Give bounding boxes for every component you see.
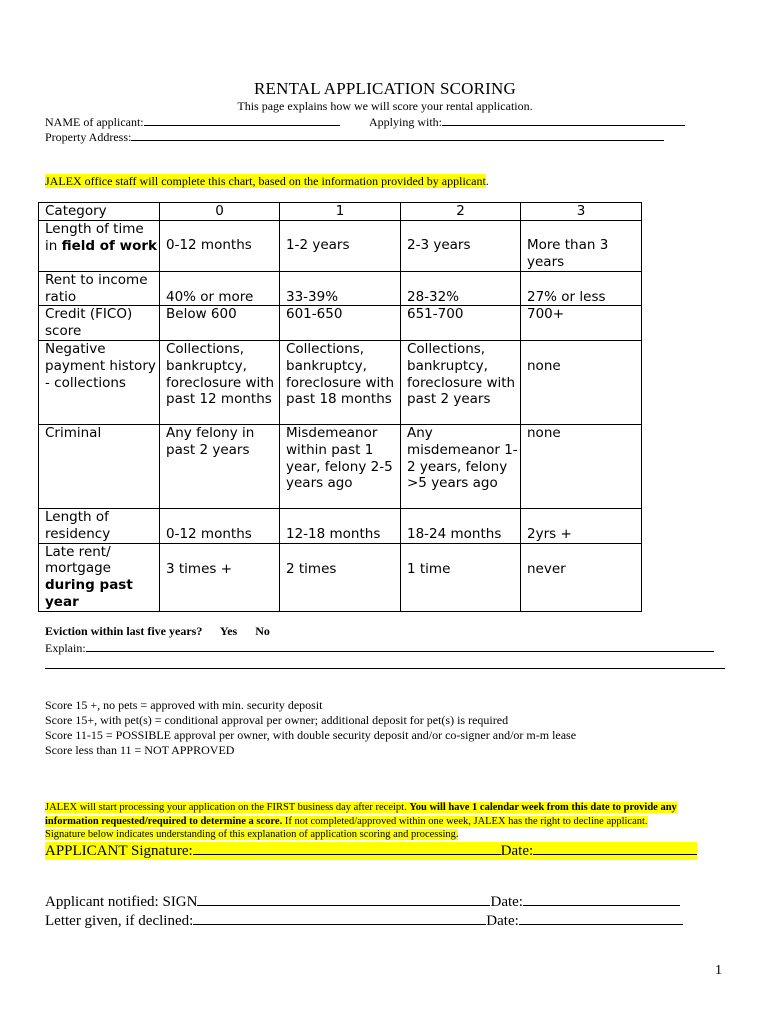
notified-sign-field[interactable] bbox=[197, 893, 490, 906]
table-row bbox=[39, 340, 642, 424]
table-row bbox=[39, 306, 642, 341]
table-cell: 601-650 bbox=[280, 306, 401, 341]
table-cell: 2 times bbox=[280, 543, 401, 611]
applying-label: Applying with: bbox=[369, 115, 443, 129]
table-cell: 40% or more bbox=[160, 271, 280, 306]
notice-text: JALEX will start processing your application on the FIRST business day after receipt. bbox=[45, 802, 410, 813]
processing-notice bbox=[45, 801, 725, 842]
score-line: Score 11-15 = POSSIBLE approval per owner, with double security deposit and/or co-signer and/or m-m lease bbox=[45, 728, 577, 742]
applying-field[interactable] bbox=[442, 115, 685, 126]
notified-date-label: Date: bbox=[490, 894, 523, 910]
table-cell: 12-18 months bbox=[280, 508, 401, 543]
notice-line-3: Signature below indicates understanding of this explanation of application scoring and processing. bbox=[45, 829, 459, 840]
applicant-date-label: Date: bbox=[500, 843, 534, 859]
table-cell: 2yrs + bbox=[521, 508, 642, 543]
eviction-yes[interactable]: Yes bbox=[219, 624, 238, 638]
table-cell: 651-700 bbox=[401, 306, 521, 341]
staff-note: JALEX office staff will complete this chart, based on the information provided by applicant. bbox=[45, 174, 489, 188]
applicant-signature-row bbox=[45, 842, 697, 860]
address-label: Property Address: bbox=[45, 130, 132, 144]
category-cell: Length of residency bbox=[39, 508, 160, 543]
letter-label: Letter given, if declined: bbox=[45, 913, 194, 929]
table-cell: Any misdemeanor 1-2 years, felony >5 years ago bbox=[401, 424, 521, 508]
category-cell: Credit (FICO) score bbox=[39, 306, 160, 341]
header-score-0: 0 bbox=[160, 203, 280, 221]
notified-date-field[interactable] bbox=[523, 893, 680, 906]
page-subtitle: This page explains how we will score your rental application. bbox=[237, 99, 533, 113]
category-cell: Criminal bbox=[39, 424, 160, 508]
score-line: Score 15+, with pet(s) = conditional approval per owner; additional deposit for pet(s) is required bbox=[45, 713, 509, 727]
notice-bold: You will have 1 calendar week from this date to provide any information requested/required to determine a score. bbox=[45, 802, 677, 827]
explain-field-line-2[interactable] bbox=[45, 668, 725, 669]
scoring-table bbox=[38, 202, 642, 612]
table-cell: 700+ bbox=[521, 306, 642, 341]
category-cell: Length of time in field of work bbox=[39, 220, 160, 271]
table-cell: More than 3 years bbox=[521, 220, 642, 271]
table-cell: never bbox=[521, 543, 642, 611]
letter-row bbox=[45, 912, 683, 930]
table-cell: 18-24 months bbox=[401, 508, 521, 543]
table-cell: Collections, bankruptcy, foreclosure with past 12 months bbox=[160, 340, 280, 424]
table-cell: none bbox=[521, 340, 642, 424]
category-cell: Rent to income ratio bbox=[39, 271, 160, 306]
table-row bbox=[39, 424, 642, 508]
notified-row bbox=[45, 893, 680, 911]
category-cell: Negative payment history - collections bbox=[39, 340, 160, 424]
score-line: Score 15 +, no pets = approved with min. security deposit bbox=[45, 698, 323, 712]
name-label: NAME of applicant: bbox=[45, 115, 144, 129]
score-line: Score less than 11 = NOT APPROVED bbox=[45, 743, 235, 757]
applicant-signature-field[interactable] bbox=[193, 842, 501, 855]
eviction-question-row bbox=[45, 624, 270, 639]
table-cell: 1 time bbox=[401, 543, 521, 611]
explain-label: Explain: bbox=[45, 641, 86, 655]
eviction-question: Eviction within last five years? bbox=[45, 624, 203, 638]
table-cell: 0-12 months bbox=[160, 220, 280, 271]
letter-date-label: Date: bbox=[486, 913, 519, 929]
staff-note-text: JALEX office staff will complete this chart, based on the information provided by applicant bbox=[45, 174, 486, 188]
page-number: 1 bbox=[715, 963, 722, 978]
header-category: Category bbox=[39, 203, 160, 221]
letter-date-field[interactable] bbox=[519, 912, 683, 925]
table-row bbox=[39, 220, 642, 271]
table-header-row bbox=[39, 203, 642, 221]
table-row bbox=[39, 271, 642, 306]
table-cell: 3 times + bbox=[160, 543, 280, 611]
table-cell: 28-32% bbox=[401, 271, 521, 306]
table-cell: 0-12 months bbox=[160, 508, 280, 543]
table-cell: 1-2 years bbox=[280, 220, 401, 271]
table-cell: none bbox=[521, 424, 642, 508]
header-score-2: 2 bbox=[401, 203, 521, 221]
table-cell: Below 600 bbox=[160, 306, 280, 341]
table-row bbox=[39, 508, 642, 543]
applicant-signature-label: APPLICANT Signature: bbox=[45, 843, 193, 859]
explain-field[interactable] bbox=[86, 641, 714, 652]
table-row bbox=[39, 543, 642, 611]
explain-row bbox=[45, 641, 725, 656]
table-cell: Misdemeanor within past 1 year, felony 2-5 years ago bbox=[280, 424, 401, 508]
table-cell: 33-39% bbox=[280, 271, 401, 306]
table-cell: 27% or less bbox=[521, 271, 642, 306]
address-field[interactable] bbox=[131, 130, 664, 141]
score-legend bbox=[45, 698, 576, 758]
table-cell: 2-3 years bbox=[401, 220, 521, 271]
table-cell: Any felony in past 2 years bbox=[160, 424, 280, 508]
page-title: RENTAL APPLICATION SCORING bbox=[253, 79, 516, 98]
applicant-date-field[interactable] bbox=[533, 842, 697, 855]
header-score-1: 1 bbox=[280, 203, 401, 221]
table-cell: Collections, bankruptcy, foreclosure with past 18 months bbox=[280, 340, 401, 424]
name-field[interactable] bbox=[144, 115, 340, 126]
property-address-row bbox=[45, 130, 664, 145]
table-cell: Collections, bankruptcy, foreclosure with past 2 years bbox=[401, 340, 521, 424]
applicant-name-row bbox=[45, 115, 685, 130]
eviction-no[interactable]: No bbox=[255, 624, 270, 638]
header-score-3: 3 bbox=[521, 203, 642, 221]
category-cell: Late rent/ mortgage during past year bbox=[39, 543, 160, 611]
notice-text-2: If not completed/approved within one week, JALEX has the right to decline applicant. bbox=[282, 815, 648, 827]
letter-field[interactable] bbox=[193, 912, 486, 925]
notified-label: Applicant notified: SIGN bbox=[45, 894, 198, 910]
